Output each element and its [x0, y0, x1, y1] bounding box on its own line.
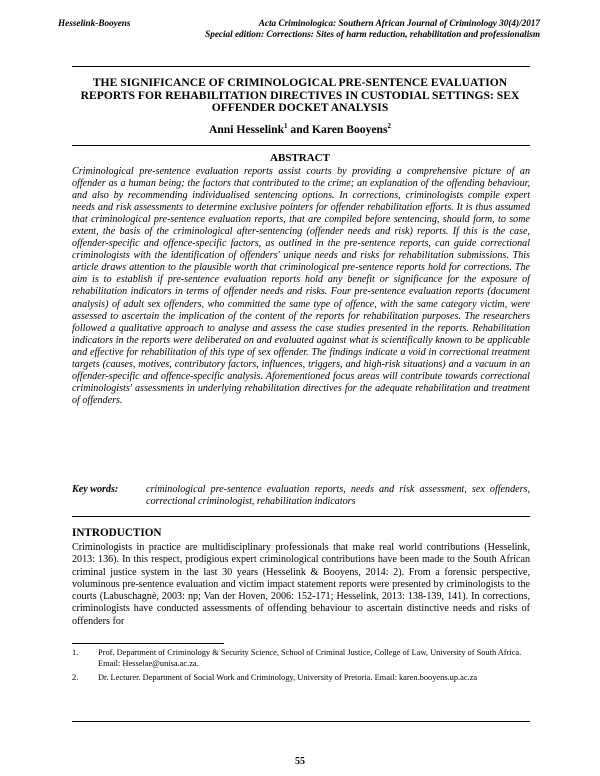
author-name: Anni Hesselink [208, 122, 285, 136]
keywords [72, 484, 530, 508]
footnote [72, 673, 530, 684]
author-line [0, 122, 600, 136]
introduction-heading: INTRODUCTION [72, 527, 162, 539]
footnote-marker: 1 [284, 122, 288, 130]
running-header-journal [205, 18, 540, 40]
footnote-marker: 2 [387, 122, 392, 130]
abstract-heading: ABSTRACT [270, 152, 330, 164]
author-conjunction: and [287, 122, 313, 136]
special-edition-line: Special edition: Corrections: Sites of harm reduction, rehabilitation and professionalism [205, 29, 540, 39]
author-name: Karen Booyens [312, 122, 388, 136]
abstract-body: Criminological pre-sentence evaluation reports assist courts by providing a comprehensive picture of an offender as a human being; the factors that contributed to the crime; an explanation of the offending behaviour, and also by recommending individualised sentencing options. In corrections, criminologists compile expert needs and risk assessments to determine exclusive pointers for offender rehabilitation efforts. It is thus assumed that criminological pre-sentence evaluation reports, that are compiled before sentencing, should form, to some extent, the basis of the criminological after-sentencing (offender needs and risk) reports. If this is the case, offender-specific and offence-specific factors, as outlined in the pre-sentence reports, can guide correctional criminologists with the identification of offenders' unique needs and risks for rehabilitation submissions. This article draws attention to the plausible worth that criminological pre-sentence reports hold for corrections. The aim is to establish if pre-sentence evaluation reports hold any benefit or significance for the exposure of rehabilitation indicators in terms of offender needs and risks. Four pre-sentence evaluation reports (document analysis) of adult sex offenders, who committed the same type of offence, with the same category victim, were assessed to ascertain the implication of the content of the reports for rehabilitation purposes. The researchers followed a qualitative approach to analyse and assess the case studies presented in the reports. Rehabilitation indicators in the reports were deliberated on and evaluated against what is scientifically known to be applicable and effective for rehabilitation of this type of sex offender. The findings indicate a void in correctional treatment targets (causes, motives, contributory factors, influences, triggers, and high-risk situations) and a vacuum in an offender-specific and offence-specific analysis. Aforementioned focus areas will contribute towards correctional criminologists' assessments in underlying rehabilitation directives for the adequate rehabilitation and treatment of offenders. [72, 166, 530, 406]
footnote-number: 2. [72, 673, 79, 682]
keywords-rule [72, 516, 530, 517]
footnote-text: Dr. Lecturer. Department of Social Work and Criminology, University of Pretoria. Email: karen.booyens.up.ac.za [98, 673, 478, 682]
footnote-rule [72, 643, 224, 644]
running-header-author: Hesselink-Booyens [58, 18, 131, 28]
header-rule [72, 66, 530, 67]
footnote [72, 648, 530, 669]
footer-rule [72, 721, 530, 722]
footnote-number: 1. [72, 648, 79, 657]
title-rule [72, 145, 530, 146]
article-title: THE SIGNIFICANCE OF CRIMINOLOGICAL PRE-SENTENCE EVALUATION REPORTS FOR REHABILITATION DIRECTIVES IN CUSTODIAL SETTINGS: SEX OFFENDER DOCKET ANALYSIS [80, 76, 520, 114]
keywords-label: Key words: [72, 484, 119, 495]
keywords-text: criminological pre-sentence evaluation reports, needs and risk assessment, sex offenders, correctional criminologist, rehabilitation indicators [146, 484, 530, 508]
footnote-text: Prof. Department of Criminology & Security Science, School of Criminal Justice, College of Law, University of South Africa. Email: Hesselae@unisa.ac.za. [98, 648, 522, 668]
introduction-body: Criminologists in practice are multidisciplinary professionals that make real world contributions (Hesselink, 2013: 136). In this respect, prodigious expert criminological contributions have been made to the South African criminal justice system in the last 30 years (Hesselink & Booyens, 2014: 2). From a forensic perspective, voluminous pre-sentence evaluation and victim impact statement reports were presented by criminologists to the courts (Labuschagnè, 2003: np; Van der Hoven, 2006: 152-171; Hesselink, 2013: 138-139, 141). In corrections, criminologists have conducted assessments of offending behaviour to ascertain distinctive needs and risks of offenders for [72, 542, 530, 627]
journal-title-line: Acta Criminologica: Southern African Journal of Criminology 30(4)/2017 [258, 18, 540, 28]
page-number: 55 [295, 756, 305, 767]
